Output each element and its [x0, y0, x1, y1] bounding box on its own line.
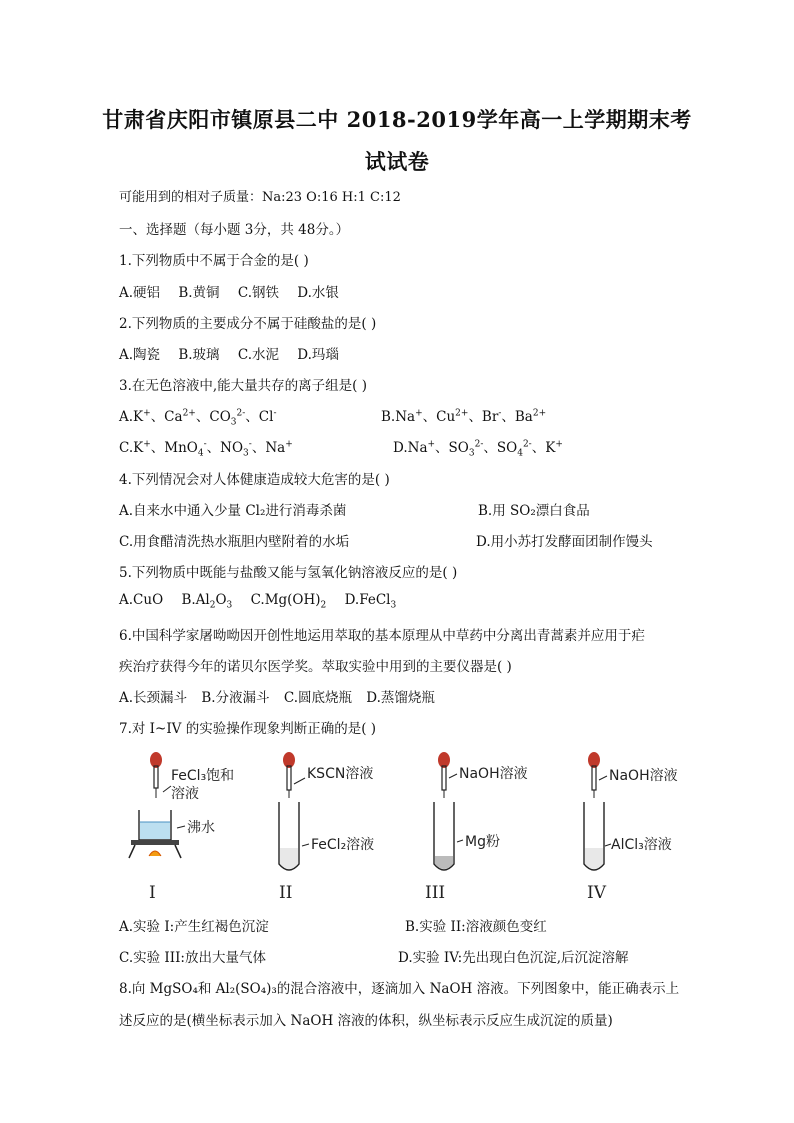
q7-option-d: D.实验 IV:先出现白色沉淀,后沉淀溶解: [398, 950, 629, 966]
flame-icon: [149, 851, 161, 856]
page-title: 甘肃省庆阳市镇原县二中 2018-2019学年高一上学期期末考: [102, 107, 692, 132]
question-2-options: [119, 343, 353, 363]
question-8-stem-1: 8.向 MgSO₄和 Al₂(SO₄)₃的混合溶液中，逐滴加入 NaOH 溶液。下列图象中，能正确表示上: [119, 981, 680, 997]
q2-option-d: D.玛瑙: [297, 347, 339, 363]
q5-option-b: $B.Al_2O_3$: [181, 592, 233, 611]
question-1-options: [119, 281, 353, 301]
page-title-line2: 试试卷: [364, 149, 430, 174]
q7-option-c: C.实验 III:放出大量气体: [119, 950, 266, 966]
experiment-i: [129, 752, 234, 903]
question-5-stem: 5.下列物质中既能与盐酸又能与氢氧化钠溶液反应的是( ): [119, 565, 458, 581]
q4-option-a: A.自来水中通入少量 Cl₂进行消毒杀菌: [119, 503, 347, 519]
question-6-stem-2: 疾治疗获得今年的诺贝尔医学奖。萃取实验中用到的主要仪器是( ): [119, 659, 512, 675]
q6-option-b: B.分液漏斗: [201, 690, 270, 706]
q6-option-c: C.圆底烧瓶: [283, 690, 352, 706]
q4-option-d: D.用小苏打发酵面团制作馒头: [476, 534, 653, 550]
liquid-label-ii: FeCl₂溶液: [311, 837, 375, 853]
q4-option-c: C.用食醋清洗热水瓶胆内壁附着的水垢: [119, 534, 350, 550]
q7-option-b: B.实验 II:溶液颜色变红: [405, 919, 547, 935]
label-ii: II: [279, 883, 293, 903]
q3-option-d: D.Na+、$SO_3^{2-}$、$SO_4^{2-}$、K+: [393, 439, 563, 459]
q3-option-b: B.Na+、$Cu^{2+}$、Br-、$Ba^{2+}$: [381, 408, 547, 425]
q4-option-b: B.用 SO₂漂白食品: [478, 503, 590, 519]
q6-option-d: D.蒸馏烧瓶: [366, 690, 435, 706]
label-iv: IV: [587, 883, 606, 903]
q5-option-d: D.FeCl$_3$: [344, 592, 397, 611]
q2-option-a: A.陶瓷: [119, 347, 161, 363]
question-3-stem: 3.在无色溶液中,能大量共存的离子组是( ): [119, 378, 367, 394]
q5-option-a: A.CuO: [119, 592, 164, 608]
atomic-mass-line: 可能用到的相对子质量：Na:23 O:16 H:1 C:12: [119, 190, 401, 205]
question-7-stem: 7.对 I~IV 的实验操作现象判断正确的是( ): [119, 721, 377, 737]
q2-option-b: B.玻璃: [178, 347, 220, 363]
question-4-stem: 4.下列情况会对人体健康造成较大危害的是( ): [119, 472, 390, 488]
q7-option-a: A.实验 I:产生红褐色沉淀: [119, 919, 269, 935]
q1-option-b: B.黄铜: [178, 285, 220, 301]
section-heading: 一、选择题（每小题 3分，共 48分。）: [119, 222, 350, 238]
q6-option-a: A.长颈漏斗: [119, 690, 188, 706]
q1-option-d: D.水银: [297, 285, 339, 301]
experiment-iv: [584, 752, 678, 903]
q2-option-c: C.水泥: [237, 347, 279, 363]
question-2-stem: 2.下列物质的主要成分不属于硅酸盐的是( ): [119, 316, 377, 332]
question-1-stem: 1.下列物质中不属于合金的是( ): [119, 253, 309, 269]
reagent-label-i-2: 溶液: [171, 786, 199, 802]
question-8-stem-2: 述反应的是(横坐标表示加入 NaOH 溶液的体积，纵坐标表示反应生成沉淀的质量): [119, 1013, 613, 1029]
reagent-label-ii: KSCN溶液: [307, 766, 374, 782]
q3-option-a: A.K+、$Ca^{2+}$、$CO_3^{2-}$、Cl-: [119, 408, 277, 428]
experiment-iii: [425, 752, 528, 903]
q1-option-a: A.硬铝: [119, 285, 161, 301]
q1-option-c: C.钢铁: [237, 285, 279, 301]
reagent-label-i: FeCl₃饱和: [171, 768, 235, 784]
q5-option-c: $C.Mg(OH)_2$: [250, 592, 327, 611]
experiment-figure: [119, 752, 699, 902]
liquid-label-iv: AlCl₃溶液: [611, 837, 672, 853]
q3-option-c: C.K+、MnO$_4$-、$NO_3^-$、Na+: [119, 439, 293, 459]
reagent-label-iv: NaOH溶液: [609, 768, 678, 784]
question-6-options: [119, 686, 445, 706]
experiment-ii: [279, 752, 374, 903]
reagent-label-iii: NaOH溶液: [459, 766, 528, 782]
question-5-options: [119, 592, 410, 611]
label-i: I: [149, 883, 156, 903]
question-6-stem-1: 6.中国科学家屠呦呦因开创性地运用萃取的基本原理从中草药中分离出青蒿素并应用于疟: [119, 628, 645, 644]
label-iii: III: [425, 883, 446, 903]
liquid-label-i: 沸水: [187, 820, 215, 836]
liquid-label-iii: Mg粉: [465, 834, 500, 850]
